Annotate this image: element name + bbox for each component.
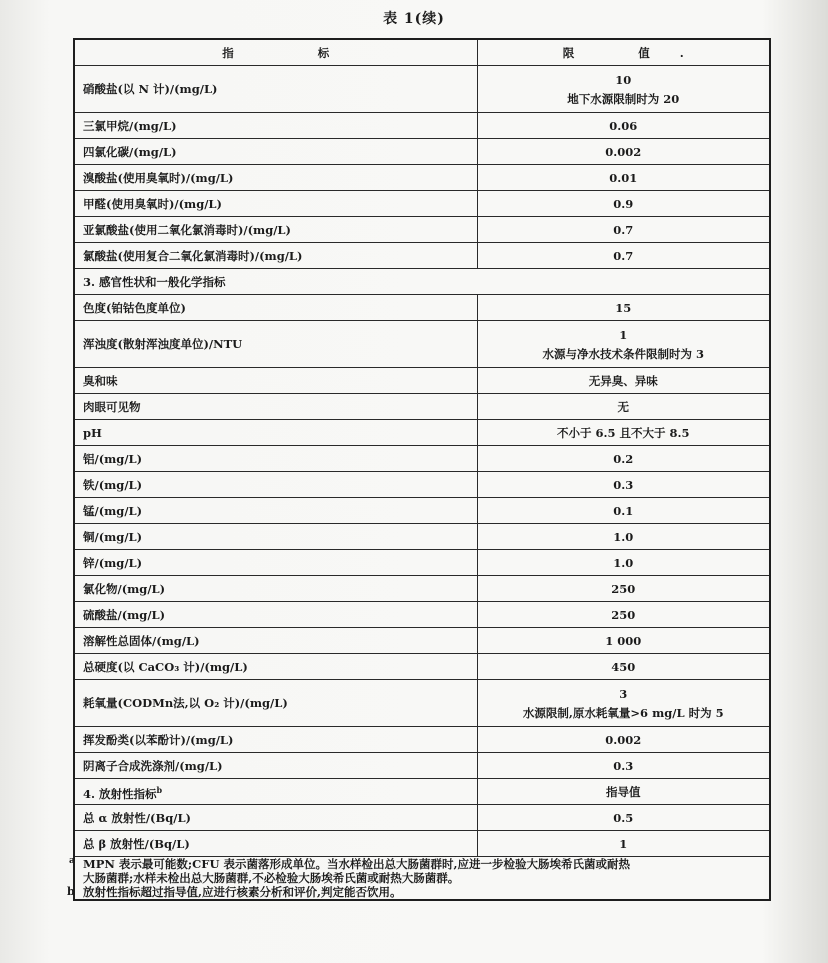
row-value: 250	[477, 576, 770, 602]
row-value: 250	[477, 602, 770, 628]
row-value: 0.7	[477, 217, 770, 243]
table-row	[74, 165, 770, 191]
footnote-b-mark: b	[67, 885, 75, 898]
row-name: 耗氧量(CODMn法,以 O₂ 计)/(mg/L)	[74, 680, 477, 727]
standards-table	[67, 38, 771, 901]
footnotes-row	[74, 857, 770, 901]
table-row	[74, 831, 770, 857]
footnote-b-text: 放射性指标超过指导值,应进行核素分析和评价,判定能否饮用。	[83, 885, 402, 899]
table-header-row	[74, 39, 770, 66]
section-guideline: 指导值	[477, 779, 770, 805]
row-name: 浑浊度(散射浑浊度单位)/NTU	[74, 321, 477, 368]
section-heading	[74, 779, 477, 805]
table-row	[74, 446, 770, 472]
row-name: 溴酸盐(使用臭氧时)/(mg/L)	[74, 165, 477, 191]
table-row	[74, 680, 770, 727]
table-row	[74, 420, 770, 446]
row-name: pH	[74, 420, 477, 446]
table-row	[74, 66, 770, 113]
row-value-main: 3	[619, 686, 628, 701]
footnote-a-text-2: 大肠菌群;水样未检出总大肠菌群,不必检验大肠埃希氏菌或耐热大肠菌群。	[83, 871, 460, 885]
row-name: 铁/(mg/L)	[74, 472, 477, 498]
row-name: 铜/(mg/L)	[74, 524, 477, 550]
row-name: 铝/(mg/L)	[74, 446, 477, 472]
row-value: 1	[477, 831, 770, 857]
table-row	[74, 550, 770, 576]
table-row	[74, 805, 770, 831]
row-name: 总 α 放射性/(Bq/L)	[74, 805, 477, 831]
row-value: 0.06	[477, 113, 770, 139]
row-value: 0.3	[477, 472, 770, 498]
row-name: 总 β 放射性/(Bq/L)	[74, 831, 477, 857]
table-row	[74, 654, 770, 680]
row-value-note: 水源限制,原水耗氧量>6 mg/L 时为 5	[522, 705, 724, 720]
table-row	[74, 602, 770, 628]
table-row	[74, 524, 770, 550]
row-name: 甲醛(使用臭氧时)/(mg/L)	[74, 191, 477, 217]
footnote-a-continued	[83, 871, 761, 885]
row-value: 无异臭、异味	[477, 368, 770, 394]
row-value	[477, 680, 770, 727]
row-value: 0.002	[477, 727, 770, 753]
table-row	[74, 243, 770, 269]
section-heading: 3. 感官性状和一般化学指标	[74, 269, 770, 295]
row-value: 0.2	[477, 446, 770, 472]
row-value: 0.9	[477, 191, 770, 217]
row-name: 溶解性总固体/(mg/L)	[74, 628, 477, 654]
table-row	[74, 472, 770, 498]
row-value-main: 10	[615, 72, 632, 87]
row-value: 1.0	[477, 550, 770, 576]
row-value: 15	[477, 295, 770, 321]
table-row	[74, 191, 770, 217]
table-row	[74, 368, 770, 394]
row-name: 总硬度(以 CaCO₃ 计)/(mg/L)	[74, 654, 477, 680]
row-name: 臭和味	[74, 368, 477, 394]
table-row	[74, 498, 770, 524]
table-title: 表 1(续)	[383, 11, 445, 27]
footnote-a-mark: a	[69, 856, 75, 866]
row-value: 0.7	[477, 243, 770, 269]
table-row	[74, 576, 770, 602]
row-name: 四氯化碳/(mg/L)	[74, 139, 477, 165]
row-name: 氯化物/(mg/L)	[74, 576, 477, 602]
row-name: 阴离子合成洗涤剂/(mg/L)	[74, 753, 477, 779]
row-name: 硝酸盐(以 N 计)/(mg/L)	[74, 66, 477, 113]
table-row	[74, 727, 770, 753]
row-name: 挥发酚类(以苯酚计)/(mg/L)	[74, 727, 477, 753]
row-value: 1.0	[477, 524, 770, 550]
row-value: 0.1	[477, 498, 770, 524]
section-row-3	[74, 269, 770, 295]
row-value-main: 1	[619, 327, 628, 342]
row-name: 氯酸盐(使用复合二氧化氯消毒时)/(mg/L)	[74, 243, 477, 269]
table-row	[74, 113, 770, 139]
row-name: 三氯甲烷/(mg/L)	[74, 113, 477, 139]
row-value	[477, 66, 770, 113]
table-row	[74, 628, 770, 654]
section-heading-label: 4. 放射性指标	[83, 786, 157, 801]
header-limit: 限 值.	[477, 39, 770, 66]
row-value: 不小于 6.5 且不大于 8.5	[477, 420, 770, 446]
header-indicator: 指 标	[74, 39, 477, 66]
row-value-note: 水源与净水技术条件限制时为 3	[542, 346, 704, 361]
row-value: 0.5	[477, 805, 770, 831]
footnotes	[67, 856, 770, 901]
footnote-a	[69, 856, 761, 871]
table-row	[74, 394, 770, 420]
row-value-note: 地下水源限制时为 20	[567, 91, 680, 106]
row-value: 无	[477, 394, 770, 420]
row-name: 锌/(mg/L)	[74, 550, 477, 576]
footnote-a-text-1: MPN 表示最可能数;CFU 表示菌落形成单位。当水样检出总大肠菌群时,应进一步检验大肠埃希氏菌或耐热	[83, 857, 630, 871]
table-row	[74, 139, 770, 165]
table-row	[74, 321, 770, 368]
row-value: 0.3	[477, 753, 770, 779]
row-name: 亚氯酸盐(使用二氧化氯消毒时)/(mg/L)	[74, 217, 477, 243]
row-value: 0.002	[477, 139, 770, 165]
row-value	[477, 321, 770, 368]
row-name: 色度(铂钴色度单位)	[74, 295, 477, 321]
row-name: 肉眼可见物	[74, 394, 477, 420]
table-row	[74, 217, 770, 243]
table-row	[74, 753, 770, 779]
footnote-b	[67, 885, 761, 899]
section-row-4	[74, 779, 770, 805]
row-value: 450	[477, 654, 770, 680]
row-name: 锰/(mg/L)	[74, 498, 477, 524]
row-value: 1 000	[477, 628, 770, 654]
row-name: 硫酸盐/(mg/L)	[74, 602, 477, 628]
row-value: 0.01	[477, 165, 770, 191]
footnote-mark-b: b	[156, 784, 163, 795]
table-row	[74, 295, 770, 321]
